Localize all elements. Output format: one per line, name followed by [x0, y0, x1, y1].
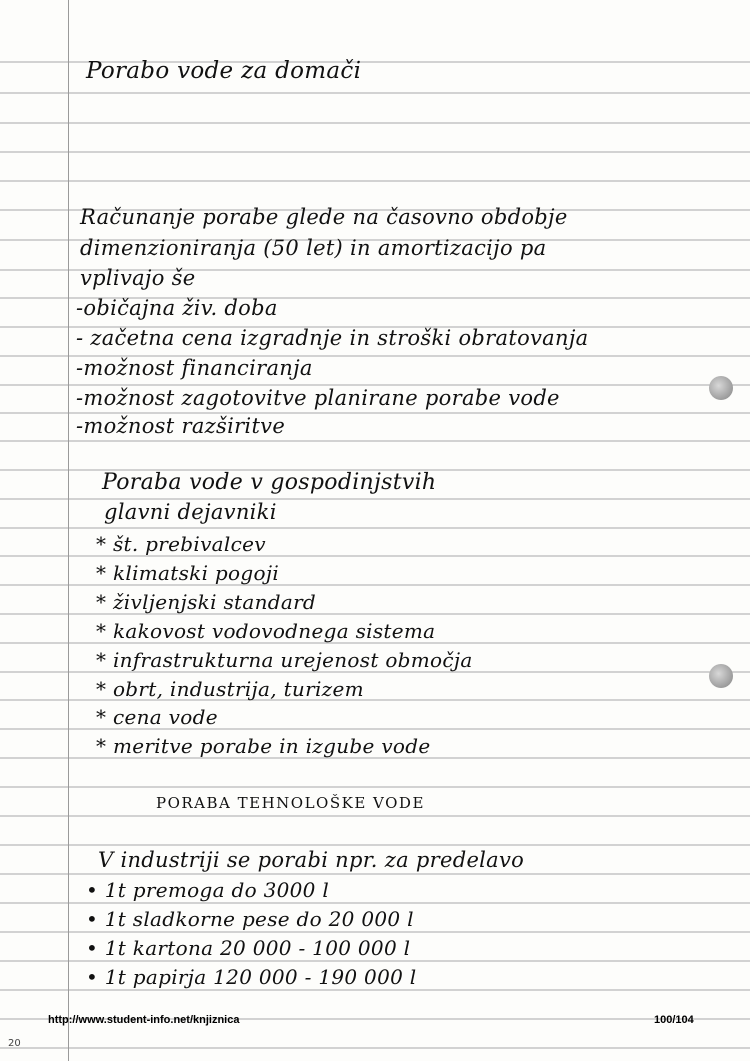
- page-number: 100/104: [654, 1014, 694, 1026]
- bullet-item: • 1t premoga do 3000 l: [86, 878, 330, 902]
- intro-line: Računanje porabe glede na časovno obdobje: [80, 205, 568, 229]
- factors-heading: glavni dejavniki: [104, 500, 277, 524]
- star-item: * življenjski standard: [96, 590, 317, 614]
- star-item: * obrt, industrija, turizem: [96, 677, 364, 701]
- margin-line: [68, 0, 69, 1061]
- star-item: * klimatski pogoji: [96, 561, 280, 585]
- dash-item: -možnost razširitve: [76, 414, 286, 438]
- dash-item: - začetna cena izgradnje in stroški obratovanja: [76, 326, 589, 350]
- star-item: * cena vode: [96, 705, 218, 729]
- star-item: * kakovost vodovodnega sistema: [96, 619, 436, 643]
- binder-hole: [709, 376, 733, 400]
- dash-item: -možnost financiranja: [76, 356, 313, 380]
- dash-item: -običajna živ. doba: [76, 296, 278, 320]
- intro-line: dimenzioniranja (50 let) in amortizacijo pa: [80, 236, 547, 260]
- star-item: * infrastrukturna urejenost območja: [96, 648, 473, 672]
- star-item: * meritve porabe in izgube vode: [96, 734, 431, 758]
- intro-line: vplivajo še: [80, 266, 196, 290]
- bullet-item: • 1t kartona 20 000 - 100 000 l: [86, 936, 411, 960]
- star-item: * št. prebivalcev: [96, 532, 266, 556]
- bullet-item: • 1t sladkorne pese do 20 000 l: [86, 907, 414, 931]
- industry-line: V industriji se porabi npr. za predelavo: [98, 848, 525, 872]
- footer-url-link[interactable]: http://www.student-info.net/knjiznica: [48, 1014, 240, 1026]
- dash-item: -možnost zagotovitve planirane porabe vode: [76, 386, 560, 410]
- household-heading: Poraba vode v gospodinjstvih: [102, 470, 437, 495]
- tech-heading: PORABA TEHNOLOŠKE VODE: [156, 794, 425, 812]
- binder-hole: [709, 664, 733, 688]
- bullet-item: • 1t papirja 120 000 - 190 000 l: [86, 965, 417, 989]
- page-title: Porabo vode za domači: [86, 58, 362, 84]
- corner-mark: 20: [8, 1038, 21, 1049]
